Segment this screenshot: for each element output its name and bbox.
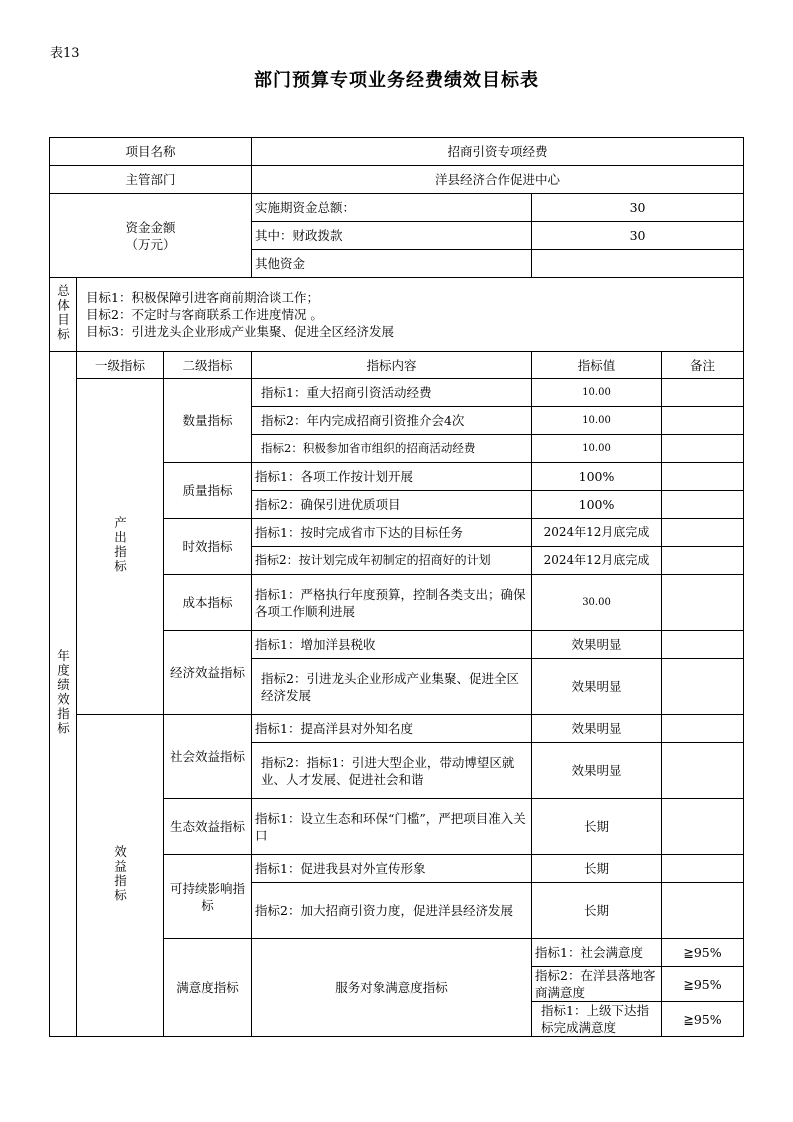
indicator-remark xyxy=(662,743,744,799)
total-funds-label: 实施期资金总额： xyxy=(252,194,532,222)
indicator-value: 100% xyxy=(532,463,662,491)
indicator-content: 指标1：各项工作按计划开展 xyxy=(252,463,532,491)
indicator-remark xyxy=(662,883,744,939)
indicator-content: 指标1：上级下达指标完成满意度 xyxy=(532,1002,662,1037)
output-indicator-label: 产出指标 xyxy=(112,515,128,574)
indicator-value: 效果明显 xyxy=(532,631,662,659)
indicator-value: 10.00 xyxy=(532,379,662,407)
header-content: 指标内容 xyxy=(252,352,532,379)
ecological-indicator: 生态效益指标 xyxy=(164,799,252,855)
service-satisfaction-indicator: 服务对象满意度指标 xyxy=(252,939,532,1037)
overall-goal-label: 总体目标 xyxy=(55,283,71,342)
other-funds-label: 其他资金 xyxy=(252,250,532,278)
funds-label-unit: （万元） xyxy=(125,236,176,252)
indicator-value: ≧95% xyxy=(662,939,744,967)
other-funds-value xyxy=(532,250,744,278)
social-indicator: 社会效益指标 xyxy=(164,715,252,799)
indicator-content: 指标2：年内完成招商引资推介会4次 xyxy=(252,407,532,435)
indicator-value: 30.00 xyxy=(532,575,662,631)
indicator-value: ≧95% xyxy=(662,967,744,1002)
goal-line: 目标3：引进龙头企业形成产业集聚、促进全区经济发展 xyxy=(86,324,394,339)
indicator-remark xyxy=(662,519,744,547)
indicator-remark xyxy=(662,491,744,519)
benefit-indicator-cell xyxy=(77,715,164,1037)
indicator-content: 指标2：引进龙头企业形成产业集聚、促进全区经济发展 xyxy=(252,659,532,715)
indicator-remark xyxy=(662,631,744,659)
indicator-content: 指标1：促进我县对外宣传形象 xyxy=(252,855,532,883)
indicator-content: 指标1：增加洋县税收 xyxy=(252,631,532,659)
indicator-content: 指标1：按时完成省市下达的目标任务 xyxy=(252,519,532,547)
indicator-remark xyxy=(662,379,744,407)
goal-line: 目标1：积极保障引进客商前期洽谈工作； xyxy=(86,290,319,305)
indicator-value: ≧95% xyxy=(662,1002,744,1037)
indicator-remark xyxy=(662,407,744,435)
indicator-content: 指标1：重大招商引资活动经费 xyxy=(252,379,532,407)
goal-line: 目标2：不定时与客商联系工作进度情况 。 xyxy=(86,307,323,322)
total-funds-value: 30 xyxy=(532,194,744,222)
header-level2: 二级指标 xyxy=(164,352,252,379)
indicator-remark xyxy=(662,547,744,575)
indicator-remark xyxy=(662,659,744,715)
indicator-value: 效果明显 xyxy=(532,743,662,799)
indicator-remark xyxy=(662,435,744,463)
indicator-value: 2024年12月底完成 xyxy=(532,519,662,547)
benefit-indicator-label: 效益指标 xyxy=(112,844,128,903)
indicator-content: 指标1：设立生态和环保“门槛”，严把项目准入关口 xyxy=(252,799,532,855)
indicator-value: 100% xyxy=(532,491,662,519)
indicator-remark xyxy=(662,575,744,631)
indicator-content: 指标2：确保引进优质项目 xyxy=(252,491,532,519)
indicator-value: 10.00 xyxy=(532,435,662,463)
indicator-value: 效果明显 xyxy=(532,659,662,715)
header-level1: 一级指标 xyxy=(77,352,164,379)
indicator-remark xyxy=(662,855,744,883)
cost-indicator: 成本指标 xyxy=(164,575,252,631)
funds-label-main: 资金金额 xyxy=(125,219,176,235)
satisfaction-indicator-cell: 满意度指标 xyxy=(164,939,252,1037)
funds-label xyxy=(50,194,252,278)
fiscal-funds-value: 30 xyxy=(532,222,744,250)
performance-target-table xyxy=(49,137,744,1037)
dept-value: 洋县经济合作促进中心 xyxy=(252,166,744,194)
quantity-indicator: 数量指标 xyxy=(164,379,252,463)
quality-indicator: 质量指标 xyxy=(164,463,252,519)
sustainable-indicator: 可持续影响指标 xyxy=(164,855,252,939)
indicator-value: 10.00 xyxy=(532,407,662,435)
indicator-content: 指标2：积极参加省市组织的招商活动经费 xyxy=(252,435,532,463)
project-name-label: 项目名称 xyxy=(50,138,252,166)
annual-indicator-label: 年度绩效指标 xyxy=(55,648,71,736)
project-name-value: 招商引资专项经费 xyxy=(252,138,744,166)
indicator-content: 指标1：严格执行年度预算，控制各类支出；确保各项工作顺利进展 xyxy=(252,575,532,631)
indicator-content: 指标1：社会满意度 xyxy=(532,939,662,967)
indicator-value: 效果明显 xyxy=(532,715,662,743)
indicator-content: 指标2：指标1：引进大型企业，带动博望区就业、人才发展、促进社会和谐 xyxy=(252,743,532,799)
indicator-remark xyxy=(662,463,744,491)
indicator-content: 指标2：在洋县落地客商满意度 xyxy=(532,967,662,1002)
indicator-value: 长期 xyxy=(532,799,662,855)
table-number-label: 表13 xyxy=(50,46,80,61)
indicator-value: 长期 xyxy=(532,883,662,939)
indicator-remark xyxy=(662,799,744,855)
indicator-content: 指标1：提高洋县对外知名度 xyxy=(252,715,532,743)
header-remark: 备注 xyxy=(662,352,744,379)
output-indicator-cell xyxy=(77,379,164,715)
economic-indicator: 经济效益指标 xyxy=(164,631,252,715)
header-value: 指标值 xyxy=(532,352,662,379)
indicator-remark xyxy=(662,715,744,743)
indicator-content: 指标2：加大招商引资力度，促进洋县经济发展 xyxy=(252,883,532,939)
page-title: 部门预算专项业务经费绩效目标表 xyxy=(254,70,539,91)
indicator-content: 指标2：按计划完成年初制定的招商好的计划 xyxy=(252,547,532,575)
dept-label: 主管部门 xyxy=(50,166,252,194)
indicator-value: 2024年12月底完成 xyxy=(532,547,662,575)
indicator-value: 长期 xyxy=(532,855,662,883)
timeliness-indicator: 时效指标 xyxy=(164,519,252,575)
annual-indicator-label-cell xyxy=(50,352,77,1037)
overall-goal-label-cell xyxy=(50,278,77,352)
overall-goal-content xyxy=(77,278,744,352)
fiscal-funds-label: 其中：财政拨款 xyxy=(252,222,532,250)
